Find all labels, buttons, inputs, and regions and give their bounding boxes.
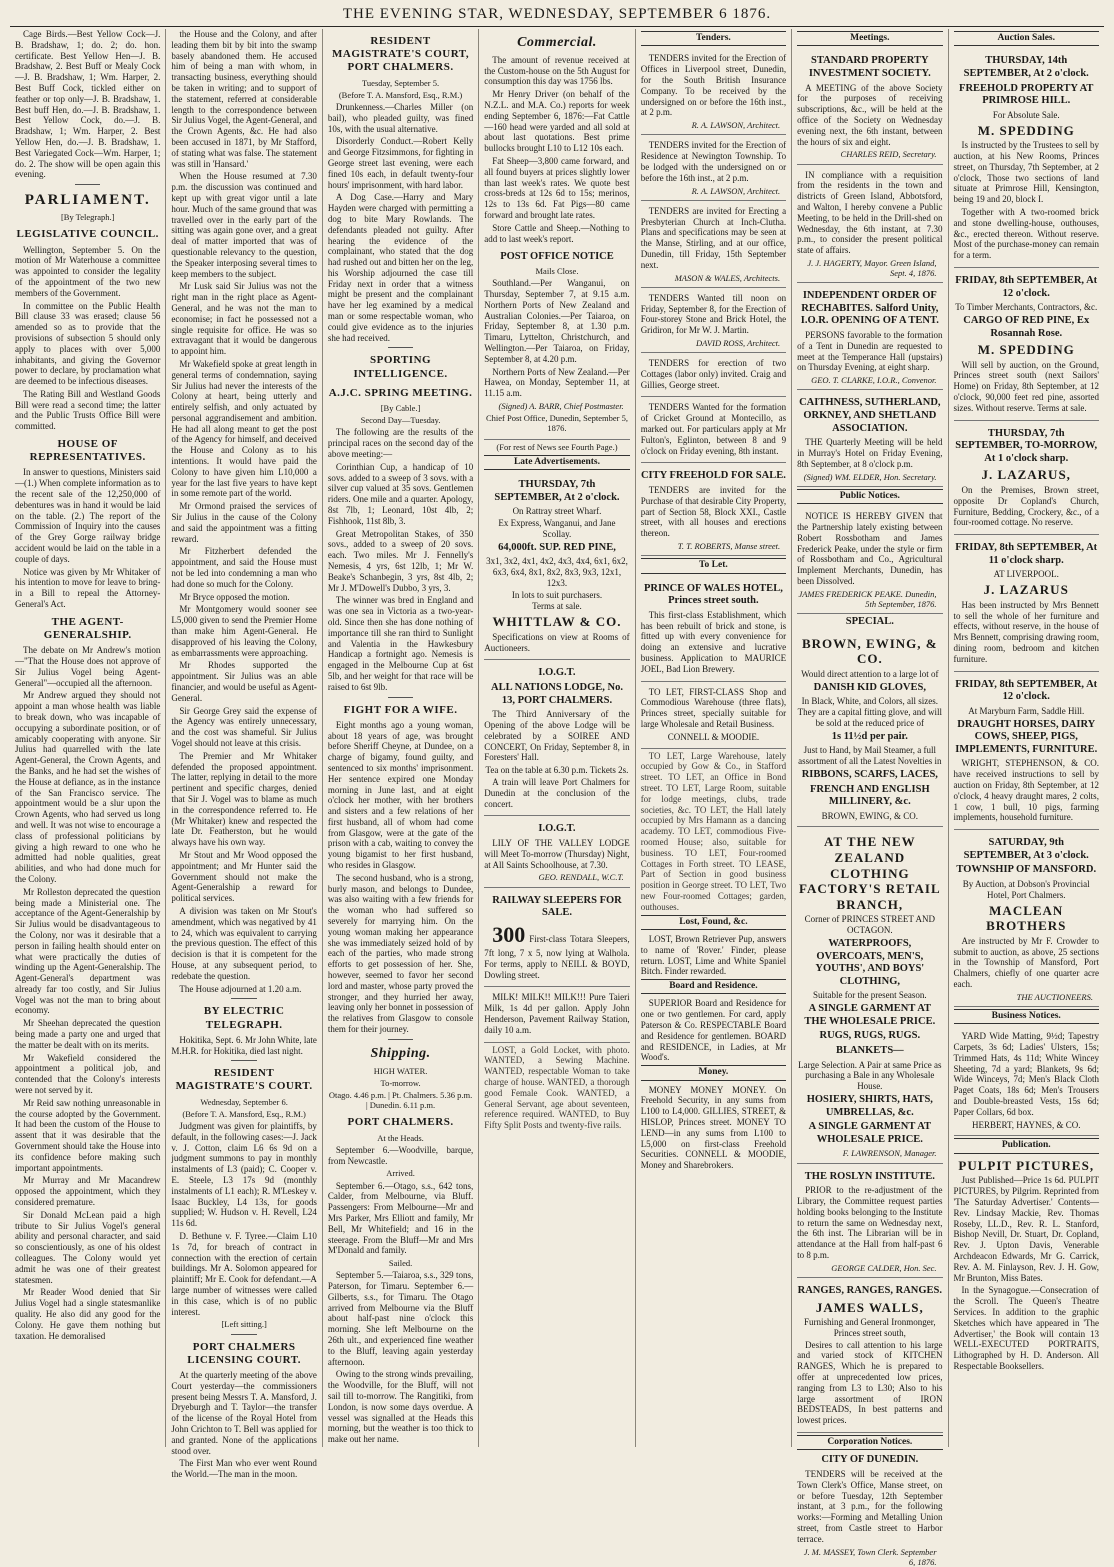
fight-for-wife-heading: FIGHT FOR A WIFE. [343, 703, 458, 716]
ad-date: FRIDAY, 8th SEPTEMBER, At 11 o'clock sharp. [955, 542, 1098, 566]
ad-price: 1s 11½d per pair. [831, 730, 908, 742]
column-7 [949, 29, 1104, 1447]
paragraph: Mr Fitzherbert defended the appointment, and said the House must not be led into condemning a man who had done so much for the Colony. [171, 546, 317, 589]
ad-heading: RANGES, RANGES, RANGES. [797, 1284, 943, 1296]
ad-heading: CAITHNESS, SUTHERLAND, ORKNEY, AND SHETLAND ASSOCIATION. [799, 397, 941, 434]
paragraph: MONEY MONEY MONEY. On Freehold Security, in any sums from L100 to L4,000. GILLIES, STREET, & HISLOP, Princes street. MONEY TO LEND—in any sums from L100 to L5,000 on first-class Freehold Securities. CONNELL & MOODIE, Money and Sharebrokers. [640, 1084, 787, 1171]
ad-heading: PRINCE OF WALES HOTEL, Princes street south. [643, 582, 783, 607]
paragraph: Has been instructed by Mrs Bennett to sell the whole of her furniture and effects, without reserve, in the house of Mrs Bennett, comprising drawing room, dining room, bedroom and kitchen furniture. [953, 599, 1099, 664]
signature: J. J. HAGERTY, Mayor. Green Island, Sept. 4, 1876. [807, 257, 937, 279]
auction-heading: Auction Sales. [954, 31, 1099, 46]
ad-tea: Tea on the table at 6.30 p.m. Tickets 2s. [485, 765, 629, 776]
masthead: THE EVENING STAR, WEDNESDAY, SEPTEMBER 6 1876. [10, 6, 1104, 27]
ranges-ad [797, 1280, 942, 1433]
ad-date: THURSDAY, 7th SEPTEMBER, At 2 o'clock. [494, 479, 620, 503]
electric-telegraph-heading: BY ELECTRIC TELEGRAPH. [203, 1005, 285, 1031]
tender-ad [641, 290, 786, 353]
ad-footer: Chief Post Office, Dunedin, September 5, 1876. [485, 413, 628, 434]
ad-line: At Maryburn Farm, Saddle Hill. [968, 705, 1085, 716]
court-before: (Before T. A. Mansford, Esq., R.M.) [182, 1108, 306, 1119]
paragraph: This first-class Establishment, which has been rebuilt of brick and stone, is fitted up with every convenience for doing an extensive and lucrative business. Application to MAURICE JOEL, Bad Lion Brewery. [640, 609, 787, 674]
column-5 [636, 29, 792, 1447]
by-cable: [By Cable.] [380, 403, 421, 414]
paragraph: A division was taken on Mr Stout's amendment, which was negatived by 41 to 24, which was equivalent to carrying the previous question. The effect of this decision is that it is competent for the House, at any subsequent period, to redebate the question. [171, 905, 317, 981]
paragraph: When the House resumed at 7.30 p.m. the discussion was continued and kept up with great vigor until a late hour. Much of the same ground that was travelled over in the early part of the sitting was again gone over, and a great deal of matter imported that was of questionable relevancy to the question, the Speaker interposing several times to keep members to the subject. [171, 171, 317, 279]
ad-heading: THE ROSLYN INSTITUTE. [804, 1170, 935, 1182]
race-day: Second Day—Tuesday. [360, 415, 441, 426]
paragraph: TENDERS for erection of two Cottages (labor only) invited. Craig and Gillies, George street. [640, 358, 787, 390]
lost-found-heading: Lost, Found, &c. [641, 915, 786, 930]
tender-ad [641, 203, 786, 288]
paragraph: Southland.—Per Wanganui, on Thursday, September 7, at 9.15 a.m. Northern Ports of New Zealand and Australian Colonies.—Per Taiaroa, on Friday, September 8, at 1.30 p.m. Timaru, Lyttelton, Christchurch, and Wellington.—Per Taiaroa, on Friday, September 8, at 4.20 p.m. [484, 278, 630, 364]
cage-birds-results: Cage Birds.—Best Yellow Cock—J. B. Bradshaw, 1; do. 2; do. hon. certificate. Best Yellow Hen—J. B. Bradshaw, 2. Best Buff or Mealy Cock—J. B. Bradshaw, 1; Wm. Harper, 2. Best Buff Cock, tickled either on feather or top only—J. B. Bradshaw, 1. Best buff Hen, do.—J. B. Bradshaw, 1. Best Yellow Cock, do.—J. B. Bradshaw, 1; Wm. Harper, 2. Best Yellow Hen, do.—J. B. Bradshaw, 1. Best Variegated Cock—Wm. Harper, 1; do. 2. The show will be open again this evening. [15, 29, 161, 180]
signature: GEORGE CALDER, Hon. Sec. [831, 1262, 937, 1273]
paragraph: Mr Sheehan deprecated the question being made a party one and urged that the matter be dealt with on its merits. [15, 1018, 161, 1050]
money-heading: Money. [641, 1065, 786, 1080]
signature: R. A. LAWSON, Architect. [691, 185, 781, 196]
paragraph: Notice was given by Mr Whitaker of his intention to move for leave to bring-in a Bill to repeal the Attorney-General's Act. [15, 566, 161, 610]
ad-location: On Rattray street Wharf. [512, 506, 602, 517]
ad-line: AT LIVERPOOL. [993, 569, 1059, 580]
paragraph: Mr Reid saw nothing unreasonable in the course adopted by the Government. It had been the custom of the House to assent that it was desirable that the Government should take the House into its confidence before making such important appointments. [15, 1097, 161, 1173]
court-date: Wednesday, September 6. [200, 1096, 288, 1107]
paragraph: Mr Henry Driver (on behalf of the N.Z.L. and M.A. Co.) reports for week ending September 6, 1876:—Fat Cattle—160 head were yarded and all sold at about last quotations. Best prime bullocks brought L10 to L12 10s each. [484, 89, 630, 154]
maryburn-ad [954, 674, 1099, 831]
paragraph: TENDERS Wanted till noon on Friday, September 8, for the Erection of Four-storey Stone and Brick Hotel, the Gridiron, for Mr W. J. Martin. [640, 292, 787, 336]
ad-line: RIBBONS, SCARFS, LACES, [801, 768, 938, 780]
paragraph: Store Cattle and Sheep.—Nothing to add to last week's report. [484, 222, 630, 244]
standard-society-ad [797, 50, 942, 164]
ad-firm: J. LAZARUS, [981, 467, 1071, 483]
sleepers-count: 300 [492, 921, 526, 947]
divider [388, 697, 413, 698]
court-before: (Before T. A. Mansford, Esq., R.M.) [338, 89, 463, 100]
roslyn-ad [797, 1166, 942, 1278]
paragraph: On the Premises, Brown street, opposite Dr Copland's Church, Furniture, Bedding, Crockery, &c., of a four-roomed cottage. No reserve. [953, 485, 1099, 528]
red-pine-sale-ad [484, 474, 629, 660]
paragraph: September 6.—Woodville, barque, from Newcastle. [327, 1144, 474, 1166]
corporation-heading: Corporation Notices. [797, 1435, 942, 1450]
paragraph: The House adjourned at 1.20 a.m. [179, 983, 302, 994]
paragraph: Mr Murray and Mr Macandrew opposed the appointment, which they considered premature. [15, 1175, 161, 1208]
paragraph: Mr Wakefield considered the appointment a political job, and contended that the Colony's interests were not served by it. [15, 1052, 161, 1096]
ad-date: FRIDAY, 8th SEPTEMBER, At 12 o'clock. [955, 274, 1098, 299]
signature: CHARLES REID, Secretary. [840, 149, 937, 160]
ad-vessels: Ex Express, Wanganui, and Jane Scollay. [498, 518, 616, 539]
paragraph: Great Metropolitan Stakes, of 350 sovs., added to a sweep of 20 sovs. each. Two miles. Mr J. Fennelly's Nemesis, 4 yrs, 6st 12lb, 1; Mr W. Beake's Schanbegin, 3 yrs, 8st 4lb, 2; Mr J. M'Dowell's Dubbo, 3 yrs, 3. [327, 528, 474, 593]
ad-heading: FREEHOLD PROPERTY AT PRIMROSE HILL. [959, 82, 1094, 107]
pulpit-pictures-heading: PULPIT PICTURES, [958, 1157, 1095, 1173]
tender-ad [641, 399, 786, 463]
ad-heading: AT THE NEW ZEALAND CLOTHING FACTORY'S RETAIL BRANCH, [799, 834, 941, 912]
ad-line: Would direct attention to a large lot of [801, 668, 939, 679]
signature: GEO. RENDALL, W.C.T. [538, 872, 624, 883]
divider [231, 998, 256, 999]
paragraph: Will sell by auction, on the Ground, Princes street south (next Sailors' Home) on Friday, 8th September, at 12 o'clock, 90,000 feet red pine, assorted sizes. Without reserve. Terms at sale. [953, 359, 1099, 413]
to-let-heading: To Let. [641, 558, 786, 573]
paragraph: TENDERS will be received at the Town Clerk's Office, Manse street, on or before Tuesday, 12th September instant, at 3 p.m., for the following works:—Forming and Metalling Union street, from Castle street to Harbor terrace. [797, 1469, 943, 1544]
paragraph: The Rating Bill and Westland Goods Bill were read a second time; the latter and the Public Trusts Office Bill were committed. [15, 388, 161, 432]
ad-line: HOSIERY, SHIRTS, HATS, UMBRELLAS, &c. [806, 1093, 933, 1118]
paragraph: Is instructed by the Trustees to sell by auction, at his New Rooms, Princes street, on Thursday, 7th September, at 2 o'clock, Those two sections of land situate at Primrose Hill, Kensington, being 19 and 20, block I. [953, 140, 1099, 205]
columns [10, 29, 1104, 1567]
signature: (Signed) WM. ELDER, Hon. Secretary. [803, 471, 937, 482]
special-heading: SPECIAL. [845, 616, 894, 628]
ad-subheading: ALL NATIONS LODGE, No. 13, PORT CHALMERS. [490, 681, 623, 706]
ad-date: SATURDAY, 9th SEPTEMBER, At 3 o'clock. [963, 837, 1089, 861]
signature: T. T. ROBERTS, Manse street. [677, 541, 781, 552]
drapery-ad [954, 1028, 1099, 1136]
paragraph: Are instructed by Mr F. Crowder to submit to auction, as above, 25 sections in the Township of Mansford, Port Chalmers, chiefly of one quarter acre each. [953, 935, 1099, 989]
divider [231, 1060, 256, 1061]
board-heading: Board and Residence. [641, 979, 786, 994]
tender-ad [641, 50, 786, 135]
paragraph: Wellington, September 5. On the motion of Mr Waterhouse a committee was appointed to consider the legality of the appointment of the two new members of the Government. [15, 244, 161, 298]
ad-line: RUGS, RUGS, RUGS. [819, 1030, 921, 1042]
paragraph: Mr Andrew argued they should not appoint a man whose health was liable to break down, who was incapable of occupying a subordinate position, or of amicably cooperating with anyone. Sir Julius had quarrelled with the late Agent-General, the Crown Agents, and the Banks, and he had set the wishes of the House at defiance, as in the instance of the San Francisco service. The appointment would be a slur upon the Crown Agents, who had served us long and well. It was not wise to encourage a class of professional politicians by giving a high reward to one who he admitted had noble qualities, great abilities, and who had done much for the Colony. [15, 690, 161, 884]
signature: J. M. MASSEY, Town Clerk. September 6, 1876. [803, 1546, 937, 1567]
column-6 [792, 29, 948, 1567]
sporting-heading: SPORTING INTELLIGENCE. [353, 354, 448, 380]
paragraph: The First Man who ever went Round the World.—The man in the moon. [171, 1458, 317, 1480]
paragraph: A train will leave Port Chalmers for Dunedin at the conclusion of the concert. [484, 776, 630, 809]
paragraph: Mr Rhodes supported the appointment. Sir Julius was an able financier, and would be useful as Agent-General. [171, 660, 317, 703]
left-sitting: [Left sitting.] [221, 1319, 267, 1330]
signature: THE AUCTIONEERS. [1016, 991, 1093, 1002]
ad-line: FRENCH AND ENGLISH MILLINERY, &c. [810, 783, 930, 808]
paragraph: Just Published—Price 1s 6d. PULPIT PICTURES, by Pilgrim. Reprinted from 'The Saturday Advertiser.' Contents— Rev. Lindsay Mackie, Rev. Thomas Roseby, LL.D., Rev. R. L. Stanford, Bishop Nevill, Dr. Stuart, Dr. Copland, Rev. J. Upton Davis, Venerable Archdeacon Edwards, Mr G. Carrick, Rev. A. M. Finlayson, Rev. J. H. Gow, Mr Brunton, Miss Bates. [953, 1175, 1099, 1283]
high-water: HIGH WATER. [373, 1065, 428, 1076]
divider [388, 347, 413, 348]
mails-close: Mails Close. [535, 265, 579, 276]
ad-heading: CITY FREEHOLD FOR SALE. [640, 470, 786, 482]
small-ads: LOST, a Gold Locket, with photo. WANTED, a Sewing Machine. WANTED, respectable Woman to take charge of house. WANTED, a thorough good Female Cook. WANTED, a General Servant, age about seventeen, reference required. WANTED, to Buy Fifty Split Posts and twenty-five rails. [484, 1044, 630, 1131]
arrived: Arrived. [386, 1168, 415, 1179]
ad-line: Just to Hand, by Mail Steamer, a full assortment of all the Latest Novelties in [798, 745, 942, 767]
paragraph: The debate on Mr Andrew's motion—"That the House does not approve of Sir Julius Vogel being Agent-General"—occupied all the afternoon. [15, 645, 161, 688]
sleepers-text: First-class Totara Sleepers, 7ft long, 7 x 5, now lying at Walhola. For terms, apply to NEILL & BOYD, Dowling street. [484, 933, 630, 980]
paragraph: LILY OF THE VALLEY LODGE will Meet To-morrow (Thursday) Night, at All Saints Schoolhouse, at 7.30. [484, 837, 630, 870]
paragraph: Northern Ports of New Zealand.—Per Hawea, on Monday, September 11, at 11.15 a.m. [484, 366, 630, 399]
paragraph: Mr Bryce opposed the motion. [179, 591, 290, 602]
ad-line: Suitable for the present Season. [812, 990, 927, 1001]
paragraph: the House and the Colony, and after leading them bit by bit into the swamp basely abandoned them. He accused him of being a man with whom, in transacting business, everything should be taken in writing; and to support of the statement, referred at considerable length to the correspondence between Sir Julius Vogel, the Agent-General, and the Crown Agents, &c. He had also been accused in 1871, by Mr Stafford, of stating what was false. The statement was still in 'Hansard.' [171, 29, 317, 169]
by-telegraph: [By Telegraph.] [60, 212, 115, 223]
to-let-listings: TO LET, Large Warehouse, lately occupied by Gow & Co., in Stafford street. TO LET, an Office in Bond street. TO LET, Large Room, suitable for lodge meetings, clubs, trade societies, &c. TO LET, the Hall lately occupied by Mrs Hamann as a dancing academy. TO LET, commodious Five-roomed House; also, suitable for business. TO LET, Four-roomed Cottages in Forth street. TO LEASE, Part of Section in good business position in George street. TO LET, Two new Four-roomed Cottages; garden, outhouses. [640, 750, 787, 912]
legislative-council-heading: LEGISLATIVE COUNCIL. [16, 228, 159, 241]
ad-heading: POST OFFICE NOTICE [500, 251, 614, 263]
iogt-ad [484, 662, 629, 816]
ad-firm: M. SPEDDING [977, 342, 1075, 358]
paragraph: NOTICE IS HEREBY GIVEN that the Partnership lately existing between Robert Rossbotham and James Frederick Peake, under the style or firm of Rossbotham and Co., Agricultural Implement Merchants, Dunedin, has been Dissolved. [797, 511, 943, 586]
paragraph: TENDERS are invited for the Purchase of that desirable City Property, part of Section 58, Block XXI., Castle street, with all houses and erections thereon. [640, 485, 787, 539]
licensing-court-heading: PORT CHALMERS LICENSING COURT. [187, 1340, 302, 1366]
paragraph: YARD Wide Matting, 9½d; Tapestry Carpets, 3s 6d; Ladies' Ulsters, 15s; Trimmed Hats, 4s 11d; White Wincey Sheeting, 7d a yard; Blankets, 9s 6d; Wide Winceys, 7d; Men's Black Cloth Paget Coats, 18s 6d; Men's Trousers and Double-breasted Vests, 15s 6d; Paper Collars, 6d box. [953, 1031, 1099, 1117]
shop-warehouse-ad [641, 684, 786, 749]
late-ads-heading: Late Advertisements. [484, 455, 629, 470]
ad-date: THURSDAY, 7th SEPTEMBER, TO-MORROW, At 1 o'clock sharp. [955, 427, 1098, 464]
ad-line: Large Selection. A Pair at same Price as purchasing a Bale in any Wholesale House. [798, 1059, 942, 1092]
paragraph: PRIOR to the re-adjustment of the Library, the Committee request parties holding books belonging to the Institute to return the same on Wednesday next, the 6th inst. The Librarian will be in attendance at the Hall from half-past 6 to 8 p.m. [797, 1185, 943, 1260]
paragraph: Sir Donald McLean paid a high tribute to Sir Julius Vogel's general ability and personal character, and said so conscientiously, as one of his oldest colleagues. The Colony would yet admit he was one of their greatest statesmen. [15, 1209, 161, 1285]
port-chalmers-heading: PORT CHALMERS. [347, 1116, 454, 1129]
paragraph: At the quarterly meeting of the above Court yesterday—the commissioners present being Messrs T. A. Mansford, J. Dryeburgh and T. Taylor—the transfer of the license of the Royal Hotel from John Crichton to T. Bell was applied for and granted. None of the applications stood over. [171, 1369, 317, 1456]
public-notices-heading: Public Notices. [797, 489, 942, 504]
paragraph: Eight months ago a young woman, about 18 years of age, was brought before Sheriff Cheyne, at Dundee, on a charge of bigamy, found guilty, and sentenced to six months' imprisonment. Her sentence expired one Monday morning in June last, and at eight o'clock her mother, with her brothers and sisters and a few relations of her first husband, all of whom had come from Glasgow, were at the gate of the prison with a cab, waiting to convey the young bigamist to her first husband, who resides in Glasgow. [327, 719, 474, 871]
paragraph: Mr Stout and Mr Wood opposed the appointment; and Mr Hunter said the Government should not make the Agent-Generalship a reward for political services. [171, 849, 317, 904]
rest-of-news-note: (For rest of News see Fourth Page.) [496, 442, 618, 453]
publication-heading: Publication. [954, 1138, 1099, 1153]
shipping-heading: Shipping. [370, 1045, 431, 1061]
ad-line: A SINGLE GARMENT AT WHOLESALE PRICE. [808, 1121, 932, 1145]
paragraph: The winner was bred in England and was one sea in Victoria as a two-year-old. Since then she has done nothing of importance till she ran third to Sunlight and Valentia in the Hawkesbury Handicap a fortnight ago. Nemesis is engaged in the Melbourne Cup at 6st 5lb, and her weight for that race will be raised to 6st 9lb. [327, 595, 474, 692]
paragraph: September 6.—Otago, s.s., 642 tons, Calder, from Melbourne, via Bluff. Passengers: From Melbourne—Mr and Mrs Parker, Mrs Elliott and family, Mr Bell, Mr Whitefield; and 16 in the steerage. From the Bluff—Mr and Mrs M'Donald and family. [327, 1180, 474, 1256]
divider [75, 184, 100, 185]
ad-heading: CARGO OF RED PINE, Ex Rosannah Rose. [963, 314, 1090, 339]
ad-sizes: 3x1, 3x2, 4x1, 4x2, 4x3, 4x4, 6x1, 6x2, 6x3, 6x4, 8x1, 8x2, 8x3, 9x3, 12x1, 12x3. [486, 556, 628, 588]
paragraph: MILK! MILK!! MILK!!! Pure Taieri Milk, 1s 4d per gallon. Apply John Henderson, Pavement Railway Station, daily 10 a.m. [484, 992, 630, 1035]
paragraph: In committee on the Public Health Bill clause 33 was erased; clause 56 amended so as to provide that the provisions of subsection 5 should only apply to places with over 5,000 inhabitants, and giving the Governor power to declare, by proclamation what are deemed to be infectious diseases. [15, 300, 161, 387]
clothing-factory-ad [797, 829, 942, 1163]
divider [388, 1039, 413, 1040]
ad-line: BLANKETS— [835, 1045, 904, 1056]
ad-date: FRIDAY, 8th SEPTEMBER, At 12 o'clock. [955, 678, 1098, 703]
ad-line: WATERPROOFS, OVERCOATS, MEN'S, YOUTHS', AND BOYS' CLOTHING, [815, 938, 925, 987]
paragraph: In answer to questions, Ministers said—(1.) When complete information as to the recent sale of the 12,250,000 of debentures was in hand it would be laid on the table. (2.) The report of the Commission of Inquiry into the causes of the Grey Gorge railway bridge accident would be laid on the table in a couple of days. [15, 467, 161, 564]
paragraph: A MEETING of the above Society for the purposes of receiving subscriptions, &c., will be held at the office of the Society on Wednesday evening next, the 6th instant, between the hours of six and eight. [797, 82, 943, 147]
prince-of-wales-ad [641, 578, 786, 682]
ad-date: THURSDAY, 14th SEPTEMBER, At 2 o'clock. [963, 55, 1089, 79]
tender-ad [641, 137, 786, 200]
caithness-ad [797, 392, 942, 486]
rm-court-port-chalmers-heading: RESIDENT MAGISTRATE'S COURT, PORT CHALMERS. [332, 35, 470, 74]
ad-line: Corner of PRINCES STREET AND OCTAGON. [804, 914, 935, 936]
paragraph: Desires to call attention to his large and varied stock of KITCHEN RANGES, Which he is prepared to offer at unprecedented low prices, ranging from L3 to L30; Also to his large assortment of IRON BEDSTEADS, In best patterns and lowest prices. [797, 1339, 943, 1426]
paragraph: Corinthian Cup, a handicap of 10 sovs. added to a sweep of 3 sovs. with a silver cup valued at 35 sovs. Gentlemen riders. One mile and a quarter. Apology, 8st 7lb, 1; Leonard, 10st 4lb, 2; Fishhook, 11st 8lb, 3. [327, 461, 474, 526]
signature: F. LAWRENSON, Manager. [842, 1148, 937, 1159]
paragraph: Fat Sheep—3,800 came forward, and all found buyers at prices slightly lower than last week's rates. We quote best cross-breds at 12s 6d to 15s; merinos, 12s to 13s 6d. Fat Pigs—80 came forward and brought late rates. [484, 155, 630, 220]
paragraph: Sir George Grey said the expense of the Agency was entirely unnecessary, and the cost was shameful. Sir Julius Vogel should not leave at this crisis. [171, 705, 317, 748]
paragraph: Hokitika, Sept. 6. Mr John White, late M.H.R. for Hokitika, died last night. [171, 1034, 317, 1056]
red-pine-cargo-ad [954, 270, 1099, 421]
paragraph: LOST, Brown Retriever Pup, answers to name of 'Rover.' Finder, please return. LOST, Lime and White Spaniel Bitch. Finder rewarded. [640, 933, 787, 977]
lazarus-ad-1 [954, 423, 1099, 536]
lazarus-ad-2 [954, 537, 1099, 671]
ad-line: A SINGLE GARMENT AT THE WHOLESALE PRICE. [804, 1003, 936, 1027]
ad-heading: INDEPENDENT ORDER OF RECHABITES. Salford Unity, I.O.R. OPENING OF A TENT. [800, 290, 939, 327]
ad-firm: WHITTLAW & CO. [492, 614, 622, 630]
paragraph: TENDERS Wanted for the formation of Cricket Ground at Montecillo, as marked out. For particulars apply at Mr Fulton's, Eglinton, between 8 and 9 o'clock on Friday evening, 8th instant. [640, 402, 787, 456]
paragraph: Specifications on view at Rooms of Auctioneers. [484, 631, 630, 653]
paragraph: The second husband, who is a strong, burly mason, and belongs to Dundee, was also waiting with a few friends for the woman who had suffered so severely for marrying him. On the young woman making her appearance she was immediately seized hold of by each of the parties, who made strong efforts to get possession of her. She, however, seemed to favor her second lord and master, whose party proved the stronger, and they hurried her away, leaving only her bonnet in possession of the relatives from Glasgow to console them for their journey. [327, 872, 474, 1035]
signature: MASON & WALES, Architects. [674, 272, 781, 283]
ad-heading: CITY OF DUNEDIN. [821, 1454, 919, 1466]
ad-firm: CONNELL & MOODIE. [667, 731, 760, 742]
paragraph: TO LET, FIRST-CLASS Shop and Commodious Warehouse (three flats), Princes street, specially suitable for large Wholesale and Retail Business. [640, 686, 787, 729]
ad-line: In Black, White, and Colors, all sizes. They are a capital fitting glove, and will be sold at the reduced price of [797, 696, 943, 728]
paragraph: The Premier and Mr Whitaker defended the proposed appointment. The latter, replying in detail to the more pertinent and specific charges, denied that Sir J. Vogel was to blame as much in the correspondence referred to. He (Mr Whitaker) knew and respected the late Dr. Featherston, but he would always have his own way. [171, 750, 317, 848]
column-2 [166, 29, 322, 1480]
post-office-notice [484, 246, 629, 440]
at-the-heads: At the Heads. [377, 1132, 424, 1143]
sailed: Sailed. [388, 1258, 413, 1269]
signature: DAVID ROSS, Architect. [696, 337, 781, 348]
business-notices-heading: Business Notices. [954, 1009, 1099, 1024]
column-3 [323, 29, 479, 1447]
paragraph: The amount of revenue received at the Custom-house on the 5th August for consumption this day was 1756 lbs. [484, 54, 630, 87]
ad-line: Furnishing and General Ironmonger, Princes street south, [804, 1317, 936, 1338]
agent-generalship-heading: THE AGENT-GENERALSHIP. [43, 615, 132, 641]
ad-firm: HERBERT, HAYNES, & CO. [972, 1119, 1081, 1130]
paragraph: Owing to the strong winds prevailing, the Woodville, for the Bluff, will not sail till to-morrow. The Rangitiki, from London, is now some days overdue. A vessel was signalled at the Heads this morning, but the weather is too thick to make out her name. [327, 1369, 474, 1445]
ad-firm: M. SPEDDING [977, 122, 1075, 138]
rechabites-ad [797, 285, 942, 390]
ad-heading: I.O.G.T. [538, 667, 576, 679]
paragraph: TENDERS are invited for Erecting a Presbyterian Church at Inch-Clutha. Plans and specifications may be seen at the Manse, Stirling, and at our office, Dunedin, till Friday, 15th September next. [640, 205, 787, 270]
court-date: Tuesday, September 5. [362, 77, 440, 88]
paragraph: THE Quarterly Meeting will be held in Murray's Hotel on Friday Evening, 8th September, at 8 o'clock p.m. [797, 437, 943, 469]
paragraph: Mr Montgomery would sooner see L5,000 given to send the Premier Home than make him Agent-General. He disapproved of his leaving the Colony, as embarrassments were approaching. [171, 604, 317, 658]
ad-line: To Timber Merchants, Contractors, &c. [955, 302, 1098, 313]
meetings-heading: Meetings. [797, 31, 942, 46]
ad-heading: I.O.G.T. [538, 823, 576, 835]
lily-lodge-ad [484, 818, 629, 887]
ad-quantity: 64,000ft. SUP. RED PINE, [498, 541, 616, 553]
public-meeting-ad [797, 167, 942, 284]
paragraph: The Third Anniversary of the Opening of the above Lodge will be celebrated by a SOIREE AND CONCERT, On Friday, September 8, in Foresters' Hall. [484, 709, 630, 763]
paragraph: Mr Rolleston deprecated the question being made a Ministerial one. The acceptance of the Agent-Generalship by Sir Julius would be disadvantageous to the Colony, nor was it desirable that a person in failing health should enter on what were practically the duties of winding up the Agent-Generalship. The Agent-General's department was already far too costly, and Sir Julius Vogel was not the man to bring about economy. [15, 886, 161, 1016]
paragraph: TENDERS invited for the Erection of Residence at Newington Township. To be lodged with the undersigned on or before the 16th inst., at 2 p.m. [640, 140, 787, 183]
paragraph: Together with A two-roomed brick and stone dwelling-house, outhouses, &c., erected thereon. Without reserve. Most of the purchase-money can remain for a term. [953, 206, 1099, 261]
signature: GEO. T. CLARKE, I.O.R., Convenor. [811, 375, 937, 386]
milk-ad [484, 989, 629, 1042]
city-freehold-ad [641, 465, 786, 556]
tenders-heading: Tenders. [641, 31, 786, 46]
paragraph: Disorderly Conduct.—Robert Kelly and George Fitzsimmons, for fighting in George street last evening, were each fined 10s each, in default twenty-four hours' imprisonment, with hard labor. [327, 136, 474, 190]
paragraph: Mr Wakefield spoke at great length in general terms of condemnation, saying Sir Julius had never the interests of the Colony at heart, being utterly and entirely selfish, and only actuated by personal aggrandisement and ambition. He had all along meant to get the post of the Agency for himself, and deceived the House and Colony as to his intentions. It would have paid the Colony to have given him L10,000 a year for the last five years to have kept in some remote part of the world. [171, 358, 317, 499]
paragraph: IN compliance with a requisition from the residents in the town and districts of Green Island, Abbotsford, and Walton, I hereby convene a Public Meeting, to be held in the Drill-shed on Wednesday, the 6th instant, at 7.30 p.m., to consider the present political state of affairs. [797, 169, 943, 256]
ad-heading: DRAUGHT HORSES, DAIRY COWS, SHEEP, PIGS, IMPLEMENTS, FURNITURE. [955, 718, 1098, 755]
ad-firm: BROWN, EWING, & CO. [821, 810, 919, 821]
column-4 [479, 29, 635, 1447]
paragraph: PERSONS favorable to the formation of a Tent in Dunedin are requested to meet at the Temperance Hall (upstairs) on Thursday Evening, at eight sharp. [797, 330, 943, 373]
primrose-hill-ad [954, 50, 1099, 268]
paragraph [484, 922, 629, 981]
high-water-times: Otago. 4.46 p.m. | Pt. Chalmers. 5.36 p.m. | Dunedin. 6.11 p.m. [328, 1090, 473, 1111]
paragraph: SUPERIOR Board and Residence for one or two gentlemen. For card, apply Paterson & Co. RESPECTABLE Board and Residence for gentlemen. BOARD and RESIDENCE, in Ladies, at Mr Wood's. [640, 998, 787, 1063]
rm-court-heading: RESIDENT MAGISTRATE'S COURT. [175, 1067, 313, 1093]
ad-heading: TOWNSHIP OF MANSFORD. [956, 864, 1097, 876]
ad-terms: Terms at sale. [532, 601, 582, 612]
paragraph: In the Synagogue.—Consecration of the Scroll. The Queen's Theatre Services. In addition to the graphic Sketches which have appeared in 'The Advertiser,' the Book will contain 13 WELL-EXECUTED PORTRAITS, Lithographed by H. D. Anderson. All Respectable Booksellers. [953, 1285, 1099, 1371]
ad-lots: In lots to suit purchasers. [511, 589, 603, 600]
ad-firm: J. LAZARUS [983, 582, 1069, 598]
paragraph: Mr Reader Wood denied that Sir Julius Vogel had a single statesmanlike quality. He also did any good for the Colony. He gave them nothing but taxation. He demoralised [15, 1287, 161, 1341]
paragraph: The following are the results of the principal races on the second day of the above meeting:— [327, 427, 474, 459]
mansford-ad [954, 832, 1099, 1007]
ad-line: For Absolute Sale. [992, 109, 1060, 120]
tomorrow: To-morrow. [380, 1077, 421, 1088]
ad-heading: STANDARD PROPERTY INVESTMENT SOCIETY. [808, 55, 931, 79]
column-1 [10, 29, 166, 1447]
signature: (Signed) A. BARR, Chief Postmaster. [498, 400, 624, 411]
paragraph: Mr Lusk said Sir Julius was not the right man in the right place as Agent-General, and he was not the man to economise; in fact he possessed not a single requisite for office. He was so extravagant that it would be dangerous to appoint him. [171, 281, 317, 357]
ad-line: DANISH KID GLOVES, [813, 681, 926, 693]
partnership-notice [797, 508, 942, 614]
house-heading: HOUSE OF REPRESENTATIVES. [29, 438, 146, 464]
paragraph: Drunkenness.—Charles Miller (on bail), who pleaded guilty, was fined 10s, with the usual alternative. [327, 101, 474, 134]
parliament-heading: PARLIAMENT. [24, 192, 151, 209]
ad-firm: MACLEAN BROTHERS [986, 902, 1067, 934]
paragraph: WRIGHT, STEPHENSON, & CO. have received instructions to sell by auction on Friday, 8th September, at 12 o'clock, 4 heavy draught mares, 2 colts, 1 cow, 1 bull, 10 pigs, farming implements, household furniture. [953, 758, 1099, 823]
paragraph: Judgment was given for plaintiffs, by default, in the following cases:—J. Jack v. J. Cotton, claim L6 6s 9d on a judgment summons to pay in monthly instalments of L3 (paid); C. Cooper v. E. Steele, L3 17s 9d (monthly instalments of L1 each); R. M'Leskey v. Isaac Buckley, L4 13s, for goods supplied; W. Hudson v. H. Revell, L24 11s 6d. [171, 1121, 317, 1229]
sleepers-ad [484, 890, 629, 988]
ad-firm: JAMES WALLS, [815, 1299, 924, 1315]
paragraph: Mr Ormond praised the services of Sir Julius in the cause of the Colony and said the appointment was a fitting reward. [171, 501, 317, 544]
paragraph: TENDERS invited for the Erection of Offices in Liverpool street, Dunedin, for the South British Insurance Company. To be received by the undersigned on or before the 16th inst., at 2 p.m. [640, 53, 787, 118]
divider [231, 1334, 256, 1335]
ajc-heading: A.J.C. SPRING MEETING. [328, 386, 473, 399]
signature: JAMES FREDERICK PEAKE. Dunedin, 5th September, 1876. [798, 588, 937, 609]
paragraph: D. Bethune v. F. Tyree.—Claim L10 1s 7d, for breach of contract in connection with the erection of certain buildings. Mr A. Solomon appeared for plaintiff; Mr E. Cook for defendant.—A large number of witnesses were called in this case, which is of no public interest. [171, 1231, 317, 1317]
paragraph: A Dog Case.—Harry and Mary Hayden were charged with permitting a dog to bite Mary Rowlands. The defendants pleaded not guilty. After hearing the evidence of the complainant, who stated that the dog had rushed out and bitten her on the leg, his Worship adjourned the case till Friday next in order that a witness might be present and the complainant have her leg examined by a medical man or some respectable woman, who could give evidence as to the injuries she had received. [327, 192, 474, 343]
brown-ewing-ad [797, 631, 942, 828]
commercial-heading: Commercial. [517, 35, 597, 50]
tender-ad [641, 355, 786, 397]
ad-heading: RAILWAY SLEEPERS FOR SALE. [492, 894, 622, 919]
ad-line: By Auction, at Dobson's Provincial Hotel, Port Chalmers. [962, 878, 1090, 900]
signature: R. A. LAWSON, Architect. [691, 120, 781, 131]
paragraph: September 5.—Taiaroa, s.s., 329 tons, Paterson, for Timaru. September 6.—Gilberts, s.s., for Timaru. The Otago arrived from Melbourne via the Bluff about half-past nine o'clock this morning. She left Melbourne on the 26th ult., and experienced fine weather to the Bluff, leaving again yesterday afternoon. [327, 1270, 474, 1367]
ad-heading: BROWN, EWING, & CO. [802, 635, 938, 667]
